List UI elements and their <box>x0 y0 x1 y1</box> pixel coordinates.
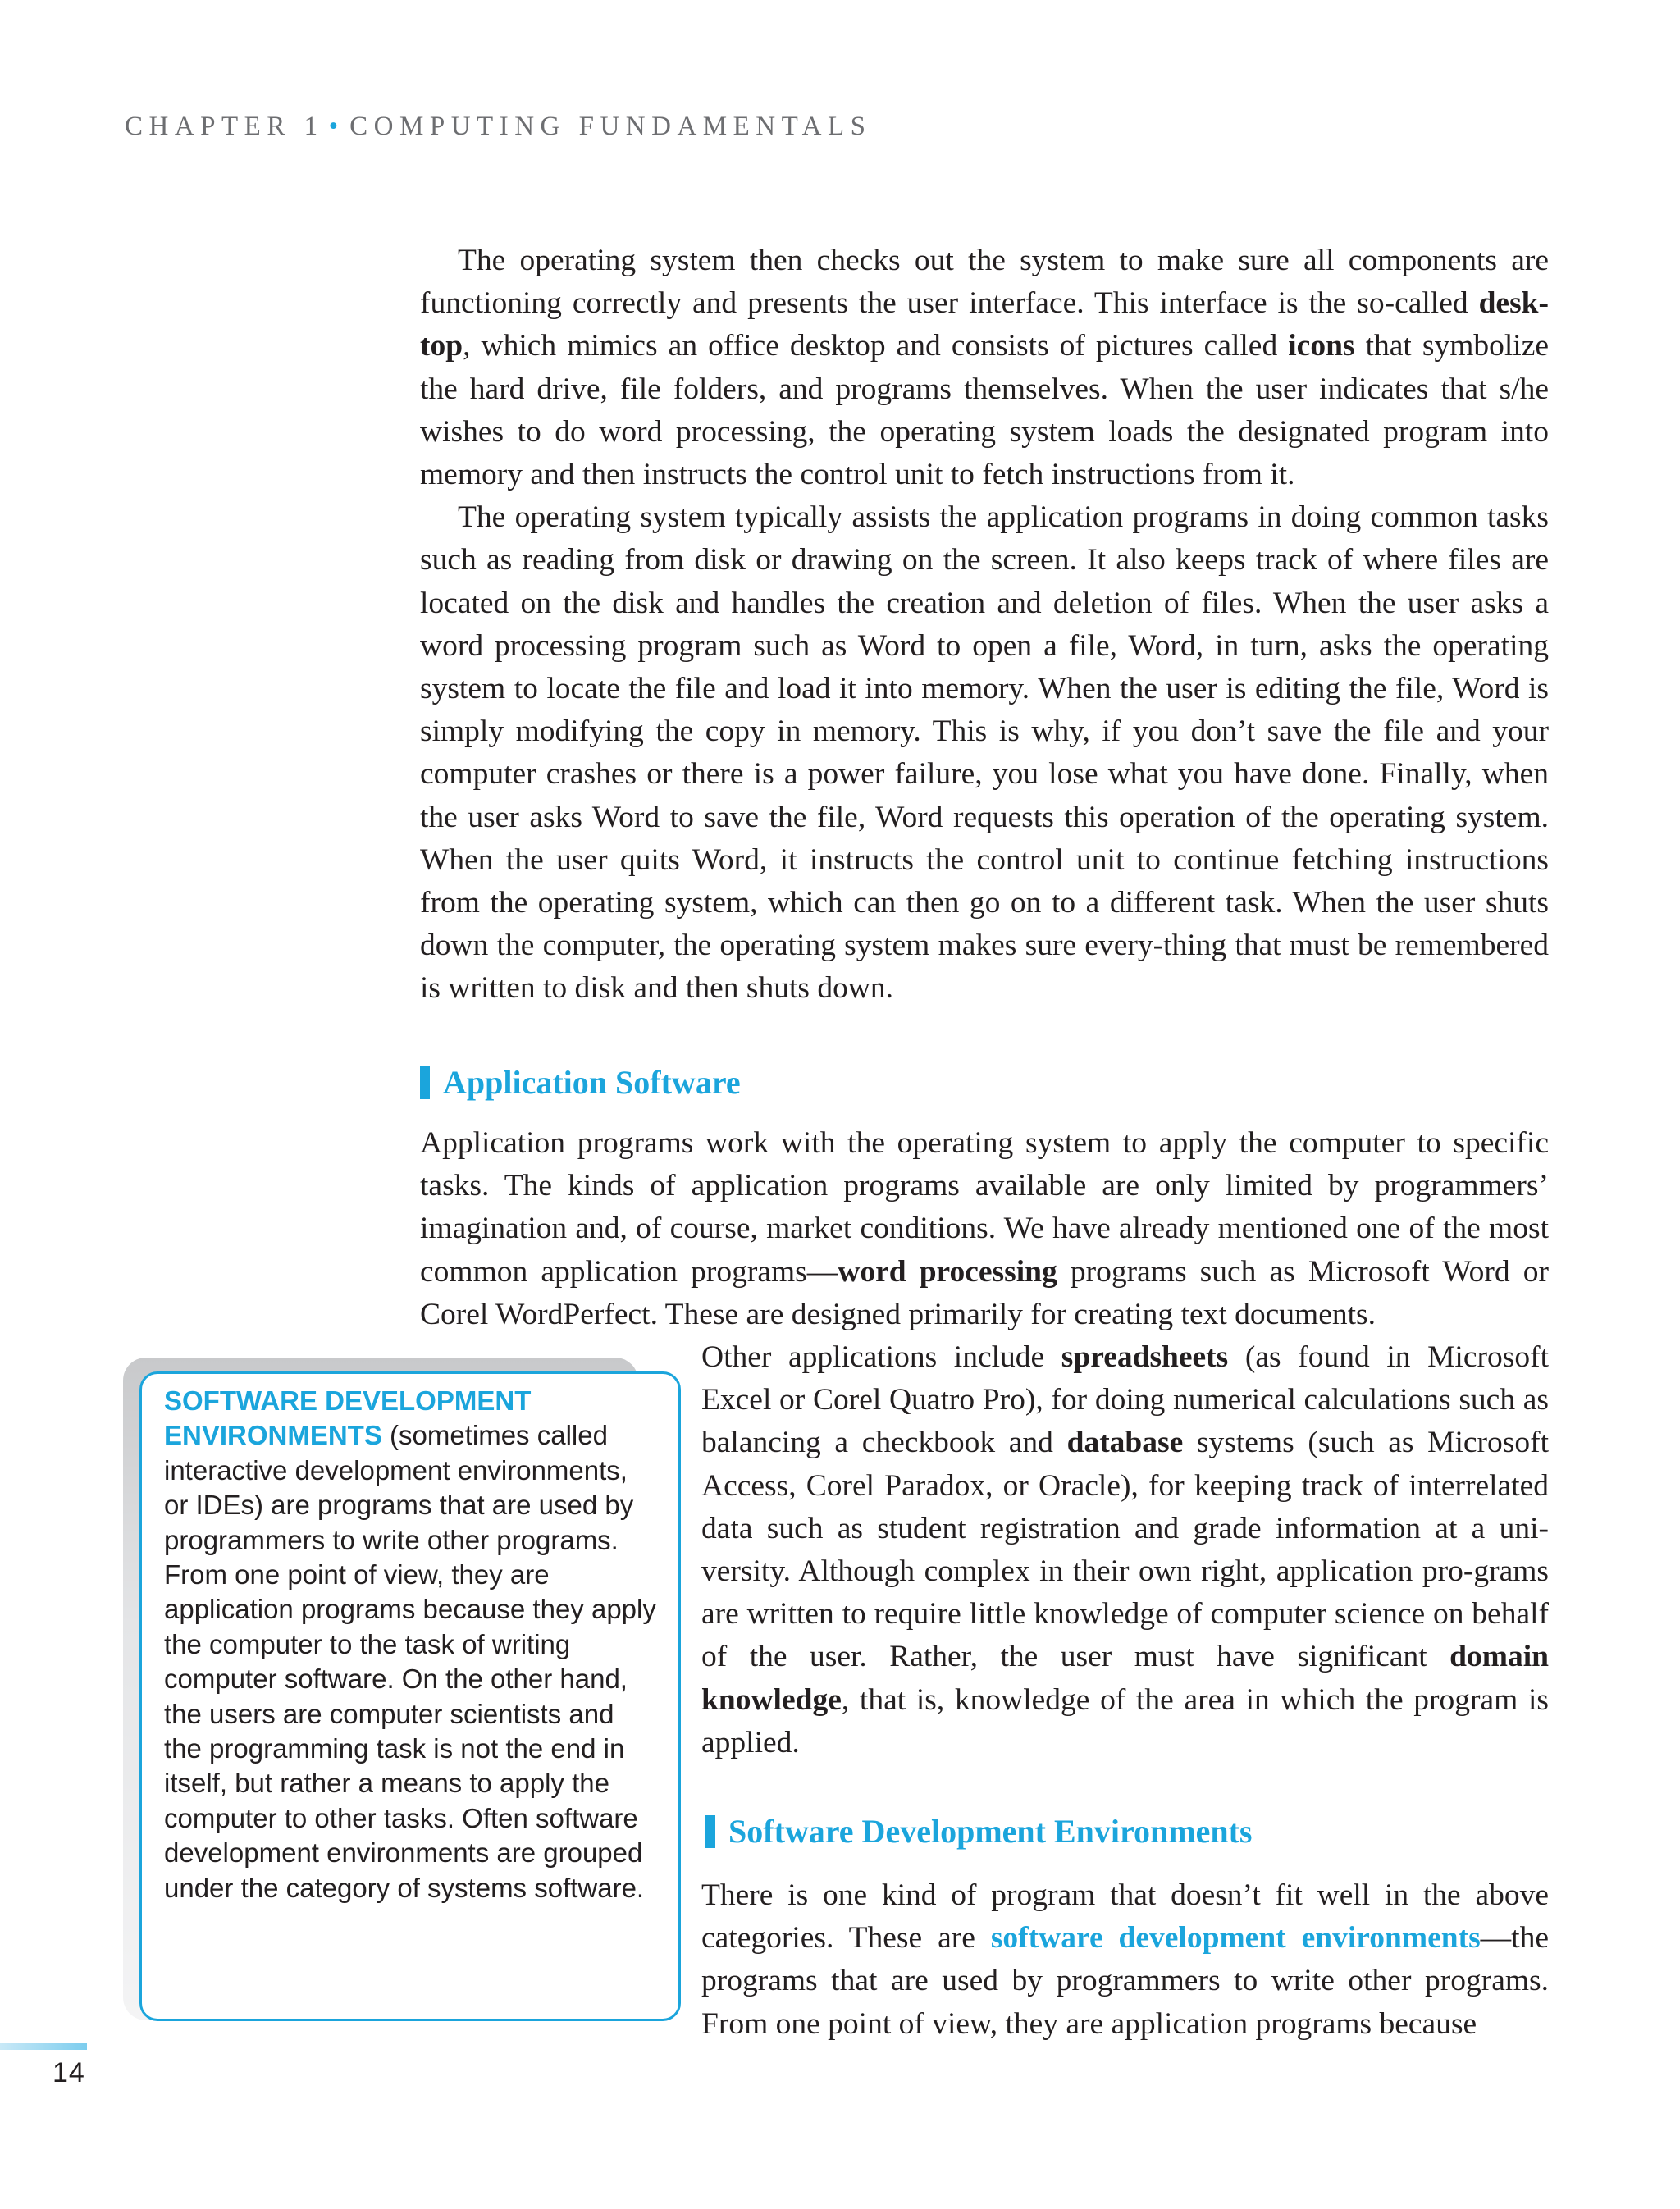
section-heading-software-development <box>705 1812 1252 1851</box>
heading-bar <box>420 1066 430 1099</box>
term-software-development-environments: software development environments <box>990 1921 1481 1956</box>
text-run: (as found in Microsoft Excel or Corel Quatro Pro), for doing numerical calculations such as balancing a checkbook and <box>701 1340 1549 1460</box>
page-number-rule <box>0 2043 87 2050</box>
running-header <box>125 112 871 142</box>
application-paragraph-2 <box>701 1336 1549 1764</box>
term-word-processing: word processing <box>838 1254 1057 1289</box>
intro-section <box>420 240 1549 1011</box>
heading-bar <box>705 1815 715 1848</box>
software-dev-paragraph <box>701 1874 1549 2046</box>
term-spreadsheets: spreadsheets <box>1061 1340 1229 1374</box>
intro-paragraph-2: The operating system typically assists the application programs in doing common tasks such as reading from disk or drawing on the screen. It also keeps track of where files are located on the disk and handles the creation and deletion of files. When the user asks a word processing program such as Word to open a file, Word, in turn, asks the operating system to locate the file and load it into memory. When the user is editing the file, Word is simply modifying the copy in memory. This is why, if you don’t save the file and your computer crashes or there is a power failure, you lose what you have done. Finally, when the user asks Word to save the file, Word requests this operation of the operating system. When the user quits Word, it instructs the control unit to continue fetching instructions from the operating system, which can then go on to a different task. When the user shuts down the computer, the operating system makes sure every-thing that must be remembered is written to disk and then shuts down. <box>420 500 1549 1006</box>
page-number: 14 <box>52 2057 85 2088</box>
term-desktop: desk-top <box>420 286 1549 363</box>
heading-text: Software Development Environments <box>728 1813 1253 1850</box>
text-run: that symbolize the hard drive, file folders, and programs themselves. When the user indicates that s/he wishes to do word processing, the operating system loads the designated program into memory and then instructs the control unit to fetch instructions from it. <box>420 329 1549 492</box>
heading-text: Application Software <box>443 1064 741 1101</box>
term-domain-knowledge: domain knowledge <box>701 1640 1549 1717</box>
text-run: There is one kind of program that doesn’t fit well in the above categories. These are <box>701 1878 1549 1956</box>
text-run: programs such as Microsoft Word or Corel WordPerfect. These are designed primarily for creating text documents. <box>420 1254 1549 1331</box>
sidebar-term: SOFTWARE DEVELOPMENT ENVIRONMENTS <box>164 1385 532 1451</box>
text-run: Application programs work with the operating system to apply the computer to specific tasks. The kinds of application programs available are only limited by programmers’ imagination and, of course, market conditions. We have already mentioned one of the most common application programs— <box>420 1126 1549 1289</box>
text-run: systems (such as Microsoft Access, Corel Paradox, or Oracle), for keeping track of interrelated data such as student registration and grade information at a uni-versity. Although complex in their own right, application pro-grams are written to require little knowledge of computer science on behalf of the user. Rather, the user must have significant <box>701 1426 1549 1674</box>
chapter-title: COMPUTING FUNDAMENTALS <box>349 112 872 141</box>
term-database: database <box>1066 1426 1184 1460</box>
intro-paragraph-1 <box>420 240 1549 496</box>
application-paragraph-1 <box>420 1122 1549 1336</box>
term-icons: icons <box>1288 329 1355 363</box>
text-run: Other applications include <box>701 1340 1061 1374</box>
header-separator: • <box>328 112 339 141</box>
text-run: , which mimics an office desktop and consists of pictures called <box>463 329 1289 363</box>
sidebar-definition: (sometimes called interactive development environments, or IDEs) are programs that are used by programmers to write other programs. From one point of view, they are application programs because they apply the computer to the task of writing computer software. On the other hand, the users are computer scientists and the programming task is not the end in itself, but rather a means to apply the computer to other tasks. Often software development environments are grouped under the category of systems software. <box>164 1420 656 1903</box>
text-run: , that is, knowledge of the area in which the program is applied. <box>701 1682 1549 1759</box>
definition-sidebar-text <box>164 1384 656 1905</box>
text-run: —the programs that are used by programmers to write other programs. From one point of view, they are application programs because <box>701 1921 1549 2041</box>
text-run: The operating system then checks out the system to make sure all components are functioning correctly and presents the user interface. This interface is the so-called <box>420 244 1549 321</box>
section-heading-application-software <box>420 1063 741 1102</box>
chapter-label: CHAPTER 1 <box>125 112 324 141</box>
